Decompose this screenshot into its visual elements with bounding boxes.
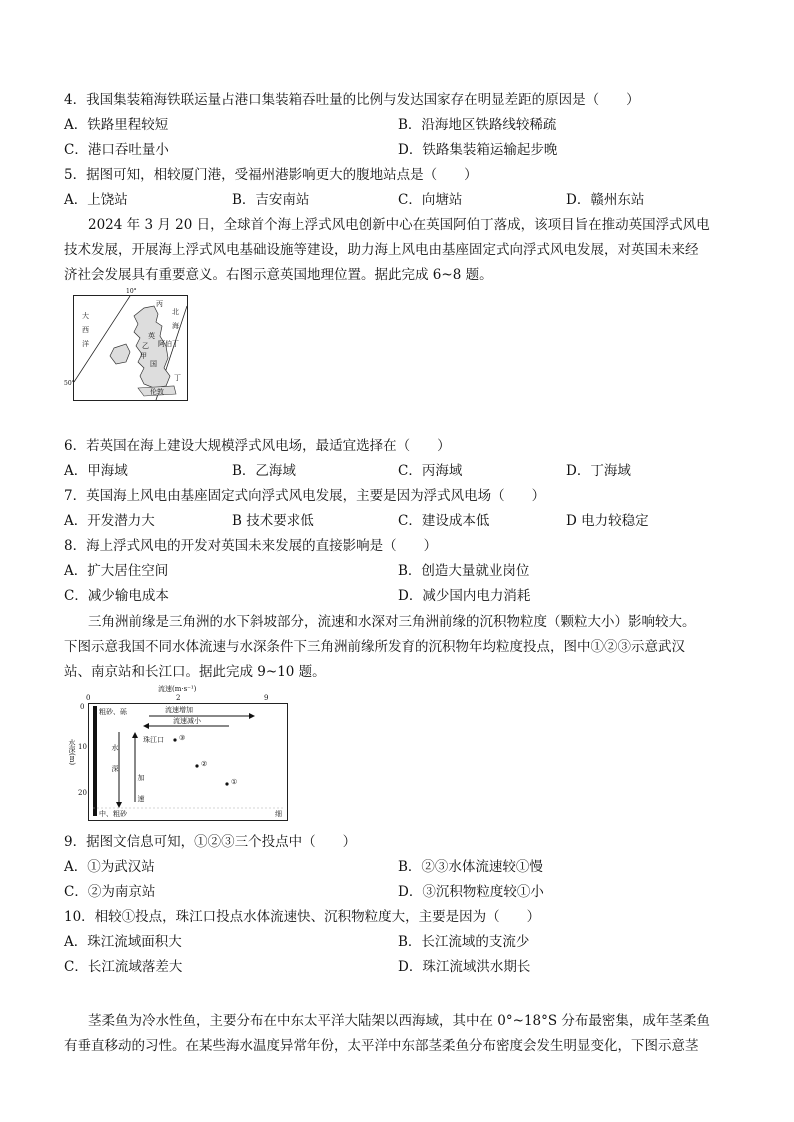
- q6-option-b: B．乙海域: [232, 463, 296, 479]
- chart-x-label: 流速(m·s⁻¹): [158, 685, 197, 693]
- chart-x-tick-9: 9: [264, 694, 269, 702]
- q5-stem: 5．据图可知，相较厦门港，受福州港影响更大的腹地站点是（ ）: [64, 167, 478, 183]
- q7-option-a: A．开发潜力大: [64, 513, 155, 529]
- chart-fine-label: 细: [275, 810, 282, 818]
- q10-stem: 10．相较①投点，珠江口投点水体流速快、沉积物粒度大，主要是因为（ ）: [64, 909, 541, 925]
- q6-stem: 6．若英国在海上建设大规模浮式风电场，最适宜选择在（ ）: [64, 438, 451, 454]
- q5-option-a: A．上饶站: [64, 192, 128, 208]
- map-label-xi: 西: [82, 326, 89, 334]
- q5-option-b: B．吉安南站: [232, 192, 310, 208]
- uk-map-drawing: [74, 296, 187, 400]
- q9-option-b: B．②③水体流速较①慢: [398, 859, 543, 875]
- q10-option-b: B．长江流域的支流少: [398, 934, 530, 950]
- q10-option-d: D．珠江流域洪水期长: [398, 959, 531, 975]
- q8-option-d: D．减少国内电力消耗: [398, 588, 531, 604]
- map-label-bing: 丙: [156, 300, 163, 308]
- q4-option-d: D．铁路集装箱运输起步晚: [398, 142, 558, 158]
- chart-point-2: ②: [201, 760, 208, 768]
- map-latitude-label: 50°: [64, 380, 75, 387]
- q10-option-c: C．长江流域落差大: [64, 959, 183, 975]
- q4-option-a: A．铁路里程较短: [64, 117, 169, 133]
- passage2-line-1: 三角洲前缘是三角洲的水下斜坡部分，流速和水深对三角洲前缘的沉积物粒度（颗粒大小）影响较大。: [88, 614, 696, 630]
- chart-x-tick-2: 2: [176, 694, 181, 702]
- chart-point-zhujiang: 珠江口: [143, 736, 164, 744]
- passage3-line-1: 茎柔鱼为冷水性鱼，主要分布在中东太平洋大陆架以西海域，其中在 0°~18°S 分布最密集，成年茎柔鱼: [88, 1013, 710, 1029]
- passage1-line-1: 2024 年 3 月 20 日，全球首个海上浮式风电创新中心在英国阿伯丁落成，该项目旨在推动英国浮式风电: [88, 217, 710, 233]
- passage1-line-2: 技术发展，开展海上浮式风电基础设施等建设，助力海上风电由基座固定式向浮式风电发展，对英国未来经: [64, 242, 699, 258]
- chart-x-tick-0: 0: [86, 694, 91, 702]
- q7-stem: 7．英国海上风电由基座固定式向浮式风电发展，主要是因为浮式风电场（ ）: [64, 488, 546, 504]
- q9-option-d: D．③沉积物粒度较①小: [398, 884, 544, 900]
- map-label-da: 大: [82, 312, 89, 320]
- q7-option-c: C．建设成本低: [398, 513, 490, 529]
- map-longitude-label: 10°: [126, 288, 137, 295]
- q7-option-d: D 电力较稳定: [566, 513, 649, 529]
- map-label-jia: 甲: [140, 352, 147, 360]
- passage2-line-2: 下图示意我国不同水体流速与水深条件下三角洲前缘所发育的沉积物年均粒度投点，图中①②③示意武汉: [64, 639, 685, 655]
- passage1-line-3: 济社会发展具有重要意义。右图示意英国地理位置。据此完成 6~8 题。: [64, 267, 493, 283]
- q8-option-b: B．创造大量就业岗位: [398, 563, 530, 579]
- chart-y-tick-20: 20: [78, 789, 87, 797]
- map-label-ying: 英: [148, 332, 155, 340]
- q6-option-a: A．甲海域: [64, 463, 128, 479]
- chart-accel-label: 加 速: [137, 774, 145, 802]
- chart-point-3: ③: [179, 734, 186, 742]
- q10-option-a: A．珠江流域面积大: [64, 934, 182, 950]
- q8-option-a: A．扩大居住空间: [64, 563, 169, 579]
- chart-y-tick-0: 0: [80, 703, 85, 711]
- map-label-yi: 乙: [142, 342, 149, 350]
- chart-medium-label: 中、粗砂: [99, 810, 127, 818]
- chart-point-1: ①: [231, 778, 238, 786]
- q4-stem: 4．我国集装箱海铁联运量占港口集装箱吞吐量的比例与发达国家存在明显差距的原因是（ ）: [64, 92, 640, 108]
- chart-depth-label: 水 深: [111, 744, 119, 772]
- q8-stem: 8．海上浮式风电的开发对英国未来发展的直接影响是（ ）: [64, 538, 438, 554]
- map-label-london: 伦敦: [150, 388, 164, 396]
- passage3-line-2: 有垂直移动的习性。在某些海水温度异常年份，太平洋中东部茎柔鱼分布密度会发生明显变化，下图示意茎: [64, 1038, 699, 1054]
- q6-option-c: C．丙海域: [398, 463, 463, 479]
- q4-option-c: C．港口吞吐量小: [64, 142, 169, 158]
- chart-coarse-label: 粗砂、砾: [99, 708, 127, 716]
- passage2-line-3: 站、南京站和长江口。据此完成 9~10 题。: [64, 664, 326, 680]
- q4-option-b: B．沿海地区铁路线较稀疏: [398, 117, 557, 133]
- sediment-chart: [70, 685, 290, 823]
- chart-y-label: 水深(m): [68, 739, 76, 766]
- map-label-ding: 丁: [174, 374, 181, 382]
- map-label-guo: 国: [150, 360, 157, 368]
- q6-option-d: D．丁海域: [566, 463, 631, 479]
- chart-y-tick-10: 10: [78, 743, 87, 751]
- map-label-hai: 海: [172, 322, 179, 330]
- q9-option-a: A．①为武汉站: [64, 859, 155, 875]
- uk-location-map: [64, 288, 188, 401]
- q8-option-c: C．减少输电成本: [64, 588, 169, 604]
- chart-arrow-increase: 流速增加: [165, 706, 193, 714]
- q9-option-c: C．②为南京站: [64, 884, 156, 900]
- map-label-bei: 北: [172, 308, 179, 316]
- chart-arrow-decrease: 流速减小: [173, 717, 201, 725]
- q5-option-c: C．向塘站: [398, 192, 463, 208]
- map-label-yang: 洋: [82, 340, 89, 348]
- map-label-aberdeen: 阿伯丁: [158, 340, 179, 348]
- chart-plot-area: [88, 703, 288, 821]
- q9-stem: 9．据图文信息可知，①②③三个投点中（ ）: [64, 834, 357, 850]
- q7-option-b: B 技术要求低: [232, 513, 314, 529]
- q5-option-d: D．赣州东站: [566, 192, 645, 208]
